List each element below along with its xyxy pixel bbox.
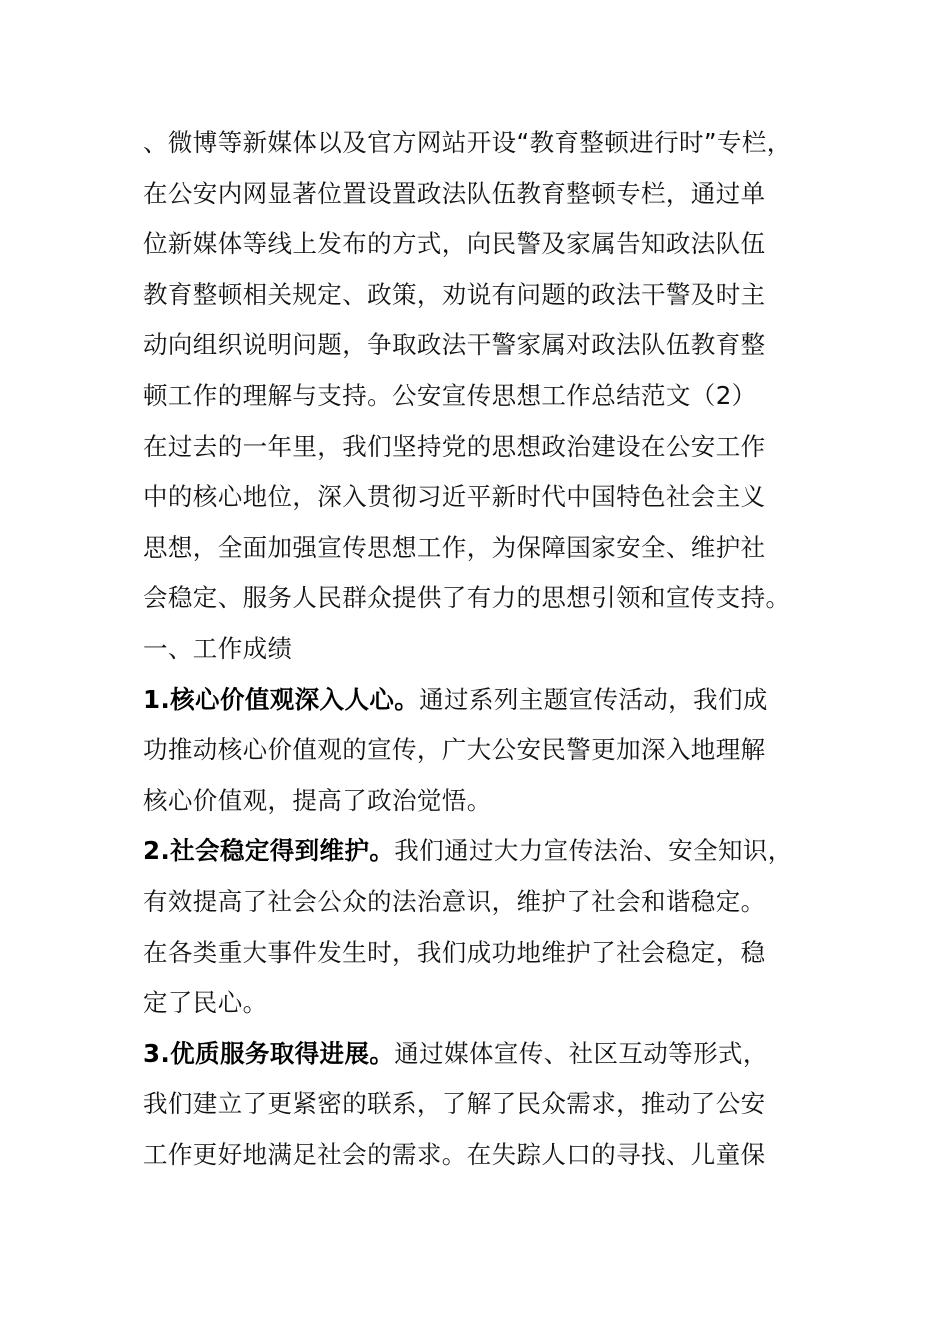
text-line: 顿工作的理解与支持。公安宣传思想工作总结范文（2） (143, 380, 757, 410)
item-1-text: 通过系列主题宣传活动，我们成 (419, 684, 768, 714)
text-line: 在过去的一年里，我们坚持党的思想政治建设在公安工作 (143, 431, 766, 461)
item-1-heading: 1.核心价值观深入人心。 (143, 684, 420, 714)
text-line: 我们建立了更紧密的联系，了解了民众需求，推动了公安 (143, 1089, 766, 1119)
text-line: 中的核心地位，深入贯彻习近平新时代中国特色社会主义 (143, 482, 766, 512)
item-3-heading: 3.优质服务取得进展。 (143, 1038, 395, 1068)
text-line: 、微博等新媒体以及官方网站开设“教育整顿进行时”专栏， (143, 128, 792, 157)
document-body (143, 118, 843, 1180)
text-line: 教育整顿相关规定、政策，劝说有问题的政法干警及时主 (143, 279, 766, 309)
text-line: 工作更好地满足社会的需求。在失踪人口的寻找、儿童保 (143, 1139, 766, 1169)
text-line: 定了民心。 (143, 988, 268, 1018)
text-line: 有效提高了社会公众的法治意识，维护了社会和谐稳定。 (143, 886, 766, 916)
text-line: 在公安内网显著位置设置政法队伍教育整顿专栏，通过单 (143, 178, 766, 208)
item-3-first-line (143, 1029, 843, 1080)
text-line: 思想，全面加强宣传思想工作，为保障国家安全、维护社 (143, 532, 766, 562)
text-line: 功推动核心价值观的宣传，广大公安民警更加深入地理解 (143, 735, 766, 765)
item-2-first-line (143, 826, 843, 877)
text-line: 会稳定、服务人民群众提供了有力的思想引领和宣传支持。 (143, 583, 791, 613)
item-2-text: 我们通过大力宣传法治、安全知识， (394, 836, 793, 866)
item-3-text: 通过媒体宣传、社区互动等形式， (394, 1038, 768, 1068)
item-2-heading: 2.社会稳定得到维护。 (143, 836, 395, 866)
section-heading: 一、工作成绩 (143, 633, 293, 663)
item-1-first-line (143, 675, 843, 726)
text-line: 核心价值观，提高了政治觉悟。 (143, 785, 492, 815)
text-line: 在各类重大事件发生时，我们成功地维护了社会稳定，稳 (143, 937, 766, 967)
text-line: 动向组织说明问题，争取政法干警家属对政法队伍教育整 (143, 330, 766, 360)
text-line: 位新媒体等线上发布的方式，向民警及家属告知政法队伍 (143, 229, 766, 259)
